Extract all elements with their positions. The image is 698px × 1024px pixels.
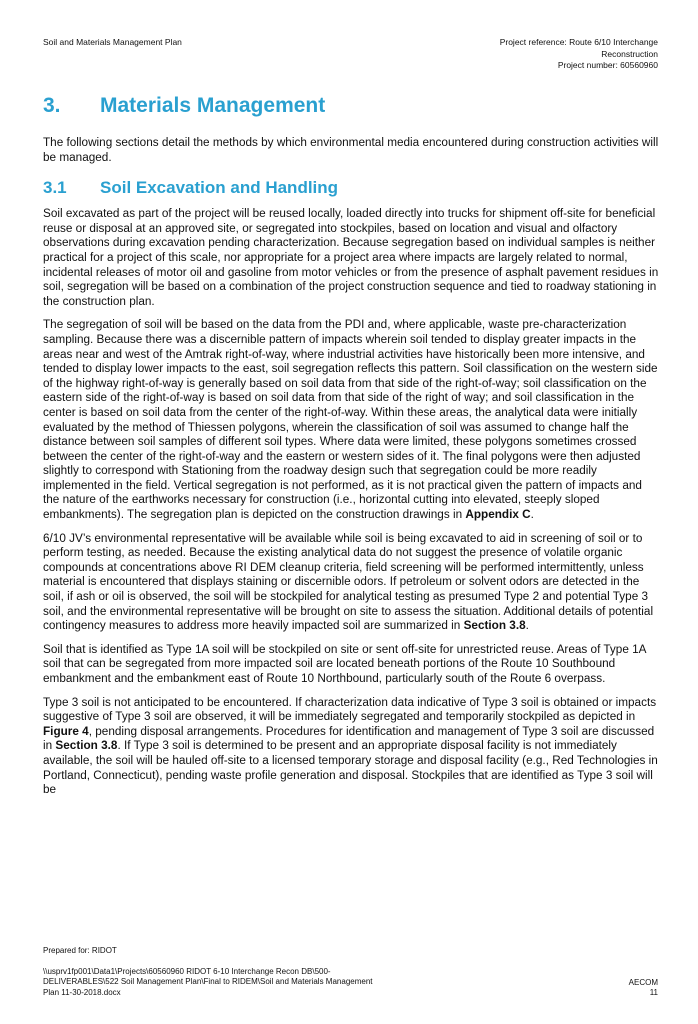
paragraph-text: . If Type 3 soil is determined to be present and an appropriate disposal facility is not immediately available, the soil will be hauled off-site to a licensed temporary storage and disposal facility (e.g., Red Technologies in Portland, Connecticut), pending waste profile generation and disposal. Stockpiles that are identified as Type 3 soil will be (43, 739, 658, 797)
section-reference: Section 3.8 (55, 739, 118, 753)
paragraph-text: , pending disposal arrangements. Procedures for identification and management of Type 3 soil are discussed in (43, 724, 655, 753)
paragraph-text: Type 3 soil is not anticipated to be encountered. If characterization data indicative of Type 3 soil is obtained or impacts suggestive of Type 3 soil are observed, it will be immediately segregated and temporarily stockpiled as depicted in (43, 695, 657, 724)
paragraph-text: . (525, 619, 529, 633)
subsection-number: 3.1 (43, 178, 67, 198)
footer-path-line: Plan 11-30-2018.docx (43, 987, 121, 997)
section-heading (43, 94, 325, 118)
paragraph-type-3-soil (43, 696, 661, 798)
paragraph-text: . (530, 508, 534, 522)
subsection-heading (43, 178, 661, 198)
paragraph-segregation-basis (43, 318, 661, 522)
paragraph-environmental-representative (43, 532, 661, 634)
section-title: Materials Management (100, 94, 326, 117)
section-intro: The following sections detail the methods by which environmental media encountered during construction activities will be managed. (43, 136, 659, 164)
footer-path-line: DELIVERABLES\522 Soil Management Plan\Final to RIDEM\Soil and Materials Management (43, 977, 373, 987)
header-project-reference-cont: Reconstruction (601, 48, 658, 59)
footer-prepared-for: Prepared for: RIDOT (43, 946, 117, 955)
footer-file-path (43, 967, 463, 998)
header-document-title: Soil and Materials Management Plan (43, 37, 182, 47)
page-number: 11 (649, 988, 658, 998)
paragraph-type-1a-soil: Soil that is identified as Type 1A soil will be stockpiled on site or sent off-site for unrestricted reuse. Areas of Type 1A soil that can be segregated from more impacted soil are located beneath portions of the Route 10 Southbound embankment and the embankment east of Route 10 Northbound, particularly south of the Route 6 overpass. (43, 642, 646, 685)
section-number: 3. (43, 94, 61, 117)
footer-path-line: \\usprv1fp001\Data1\Projects\60560960 RIDOT 6-10 Interchange Recon DB\500- (43, 967, 331, 976)
footer-company-page (629, 978, 658, 999)
appendix-reference: Appendix C (465, 508, 531, 522)
header-project-number: Project number: 60560960 (557, 60, 658, 70)
paragraph-excavation-reuse: Soil excavated as part of the project will be reused locally, loaded directly into trucks for shipment off-site for beneficial reuse or disposal at an approved site, or segregated into stockpiles, based on location and visual and olfactory observations during excavation pending characterization. Because segregation based on individual samples is neither practical for a project of this scale, nor appropriate for a project area where impacts are largely related to normal, incidental releases of motor oil and gasoline from motor vehicles or from the presence of asphalt pavement residues in soil, segregation will be based on a combination of the project construction sequence and tied to roadway stationing in the construction plan. (43, 207, 659, 308)
header-project-info (500, 37, 658, 72)
paragraph-text: 6/10 JV’s environmental representative will be available while soil is being excavated to aid in screening of soil or to perform testing, as needed. Because the existing analytical data do not suggest the presence of volatile organic compounds at concentrations above RI DEM cleanup criteria, field screening will be performed intermittently, unless material is encountered that displays staining or discernible odors. If petroleum or solvent odors are detected in the soil, if ash or oil is observed, the soil will be stockpiled for analytical testing as presumed Type 2 and potential Type 3 soil, and the environmental representative will be brought on site to assess the situation. Additional details of potential contingency measures to address more heavily impacted soil are summarized in (43, 531, 654, 633)
footer-company: AECOM (628, 978, 658, 987)
subsection-title: Soil Excavation and Handling (100, 178, 339, 198)
section-reference: Section 3.8 (463, 619, 526, 633)
paragraph-text: The segregation of soil will be based on the data from the PDI and, where applicable, waste pre-characterization sampling. Because there was a discernible pattern of impacts wherein soil tended to display greater impacts in the areas near and west of the Amtrak right-of-way, where industrial activities have historically been more intensive, and tended to display lower impacts to the east, soil segregation reflects this pattern. Soil classification on the western side of the highway right-of-way is generally based on soil data from that side of the right-of-way; soil classification on the eastern side of the right-of-way is based on soil data from that side of the right of way; and soil classification in the center is based on soil data from the center of the right-of-way. Within these areas, the analytical data were initially evaluated by the method of Thiessen polygons, wherein the classification of soil was assumed to change half the distance between soil samples of different soil types. Where data were limited, these polygons sometimes crossed between the center of the right-of-way and the eastern or western sides of it. The final polygons were then adjusted slightly to correspond with Stationing from the roadway design such that segregation could be more readily implemented in the field. Vertical segregation is not performed, as it is not practical given the pattern of impacts and the nature of the earthworks necessary for construction (i.e., horizontal cutting into elevated, steeply sloped embankments). The segregation plan is depicted on the construction drawings in (43, 318, 658, 522)
figure-reference: Figure 4 (43, 724, 89, 738)
page-body (43, 136, 661, 807)
header-project-reference: Project reference: Route 6/10 Interchange (499, 37, 658, 47)
